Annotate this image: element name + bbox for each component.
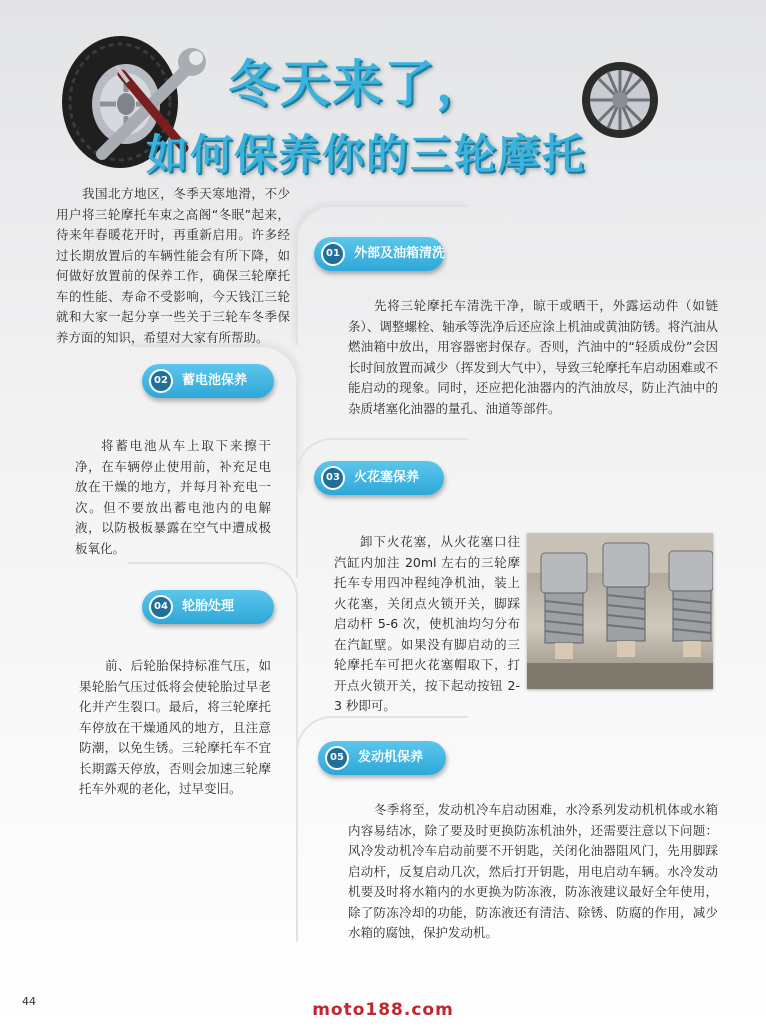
footer-site-link[interactable]: moto188.com — [312, 1000, 454, 1020]
section-body-02: 将蓄电池从车上取下来擦干净，在车辆停止使用前，补充足电放在干燥的地方，并每月补充电一次。但不要放出蓄电池内的电解液，以防极板暴露在空气中遭成极板氧化。 — [75, 438, 271, 556]
section-body-03: 卸下火花塞，从火花塞口往汽缸内加注 20ml 左右的三轮摩托车专用四冲程纯净机油，装上火花塞，关闭点火锁开关，脚踩启动杆 5-6 次，使机油均匀分布在汽缸壁。如果没有脚启动的三轮摩托车可把火花塞帽取下，打开点火锁开关，按下起动按钮 2-3 秒即可。 — [334, 534, 520, 713]
page-title-line1: 冬天来了， — [228, 55, 488, 113]
section-title: 发动机保养 — [358, 750, 424, 765]
section-body-05: 冬季将至，发动机冷车启动困难，水冷系列发动机机体或水箱内容易结冰，除了要及时更换防冻机油外，还需要注意以下问题：风冷发动机冷车启动前要不开钥匙，关闭化油器阻风门，先用脚踩启动杆，反复启动几次，然后打开钥匙，用电启动车辆。水冷发动机要及时将水箱内的水更换为防冻液，防冻液建议最好全年使用，除了防冻冷却的功能，防冻液还有清洁、除锈、防腐的作用，减少水箱的腐蚀，保护发动机。 — [348, 802, 718, 940]
section-number: 04 — [149, 595, 173, 619]
page-number: 44 — [22, 995, 36, 1008]
page-title-line2: 如何保养你的三轮摩托 — [146, 130, 587, 179]
section-heading-02 — [142, 364, 274, 398]
spark-plug-photo — [527, 533, 713, 689]
section-body-01: 先将三轮摩托车清洗干净，晾干或晒干，外露运动件（如链条）、调整螺栓、轴承等洗净后还应涂上机油或黄油防锈。将汽油从燃油箱中放出，用容器密封保存。否则，汽油中的“轻质成份”会因长时间放置而减少（挥发到大气中），导致三轮摩托车启动困难或不能启动的现象。同时，还应把化油器内的汽油放尽，防止汽油中的杂质堵塞化油器的量孔、油道等部件。 — [348, 298, 718, 416]
intro-paragraph: 我国北方地区，冬季天寒地滑，不少用户将三轮摩托车束之高阁“冬眠”起来，待来年春暖花开时，再重新启用。许多经过长期放置后的车辆性能会有所下降，如何做好放置前的保养工作，确保三轮摩托车的性能、寿命不受影响，今天钱江三轮就和大家一起分享一些关于三轮车冬季保养方面的知识，希望对大家有所帮助。 — [56, 186, 290, 345]
section-number: 03 — [321, 466, 345, 490]
section-body-04: 前、后轮胎保持标准气压，如果轮胎气压过低将会使轮胎过早老化并产生裂口。最后，将三轮摩托车停放在干燥通风的地方，且注意防潮，以免生锈。三轮摩托车不宜长期露天停放，否则会加速三轮摩托车外观的老化，过早变旧。 — [79, 658, 271, 796]
section-title: 蓄电池保养 — [182, 373, 248, 388]
section-heading-01 — [314, 237, 444, 271]
section-heading-04 — [142, 590, 274, 624]
section-number: 02 — [149, 369, 173, 393]
section-title: 轮胎处理 — [182, 599, 235, 614]
section-title: 火花塞保养 — [354, 470, 420, 485]
section-title: 外部及油箱清洗 — [354, 246, 446, 261]
section-number: 01 — [321, 242, 345, 266]
section-heading-05 — [318, 741, 446, 775]
alloy-wheel-illustration — [580, 58, 660, 142]
section-heading-03 — [314, 461, 444, 495]
section-number: 05 — [325, 746, 349, 770]
